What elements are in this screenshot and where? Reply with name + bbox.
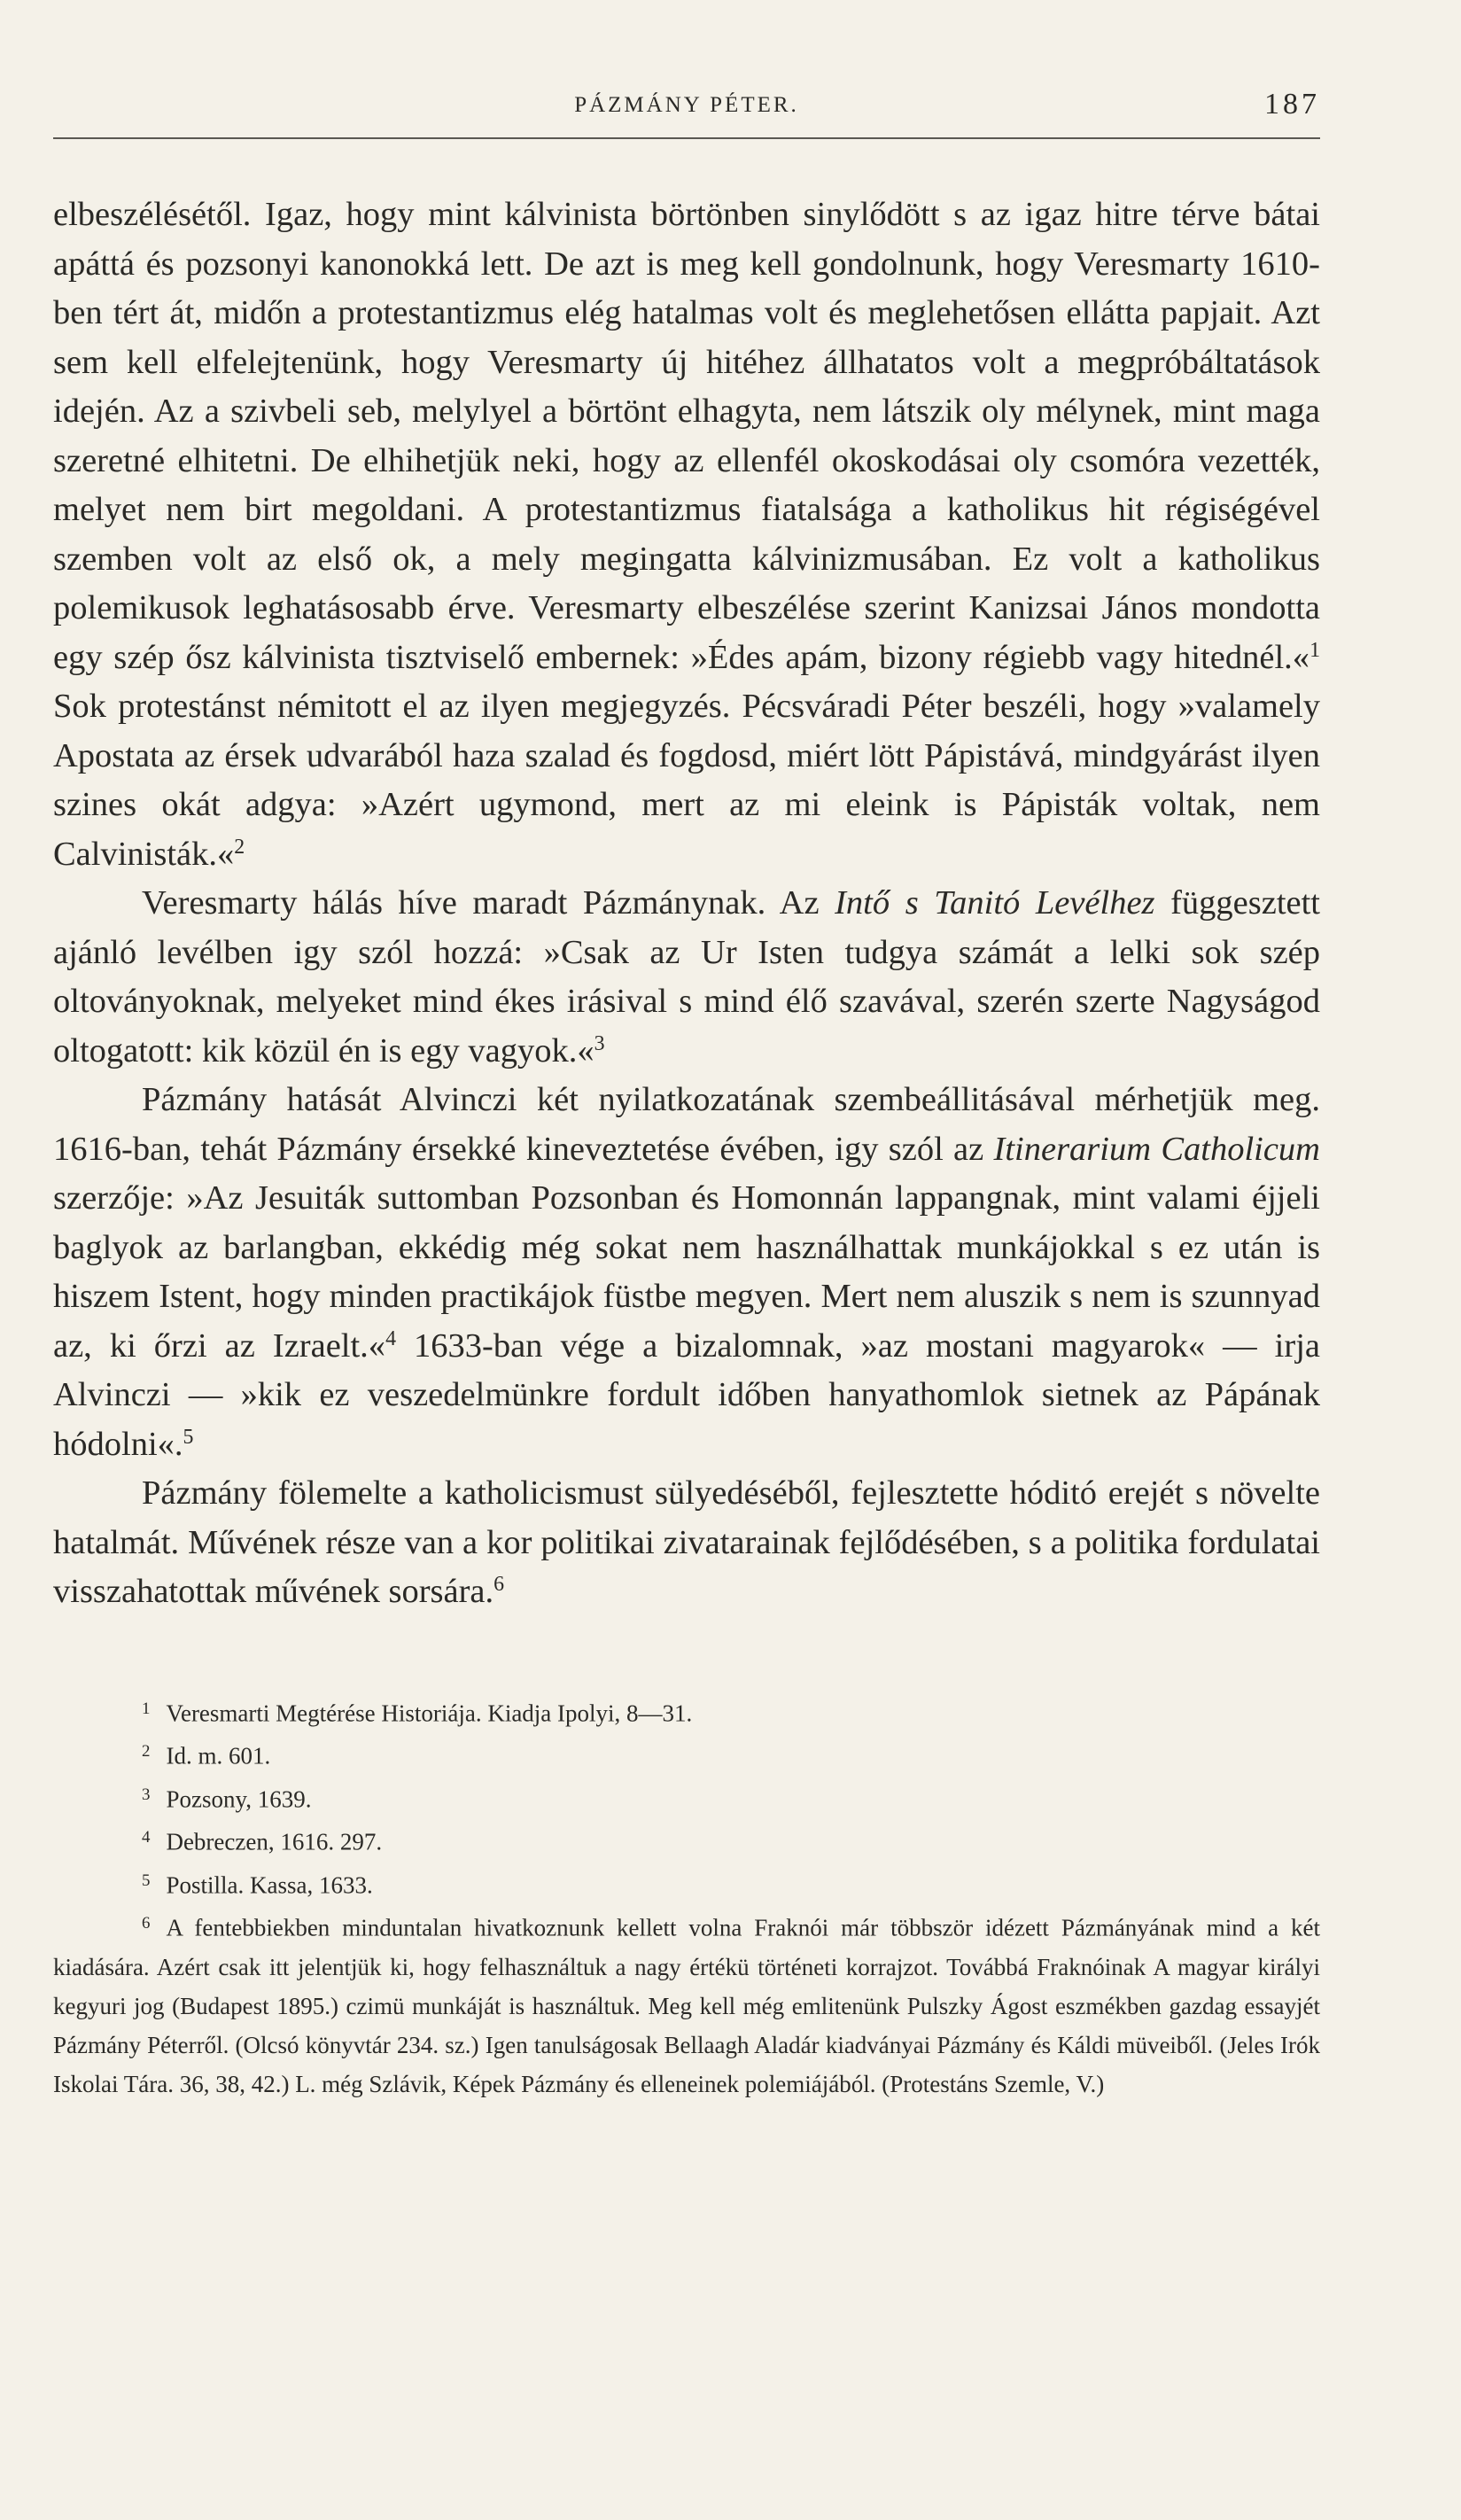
footnote-3-mark: 3 [142,1785,151,1804]
paragraph-3-text-b: szerzője: »Az Jesuiták suttomban Pozsonban és Homonnán lappangnak, mint valami éjjeli baglyok az barlangban, ekkédig még sokat nem használhattak munkájokkal s ez után is hiszem Istent, hogy minden practikájok füstbe megyen. Mert nem aluszik s nem is szunnyad az, ki őrzi az Izraelt.« [53,1179,1320,1365]
footnote-ref-3: 3 [594,1031,605,1055]
footnote-6-text: A fentebbiekben minduntalan hivatkoznunk kellett volna Fraknói már többször idézett Pázmányának mind a két kiadására. Azért csak itt jelentjük ki, hogy felhasználtuk a nagy értékü történeti korrajzot. Továbbá Fraknóinak A magyar királyi kegyuri jog (Budapest 1895.) czimü munkáját is használtuk. Meg kell még emlitenünk Pulszky Ágost eszmékben gazdag essayjét Pázmány Péterről. (Olcsó könyvtár 234. sz.) Igen tanulságosak Bellaagh Aladár kiadványai Pázmány és Káldi müveiből. (Jeles Irók Iskolai Tára. 36, 38, 42.) L. még Szlávik, Képek Pázmány és elleneinek polemiájából. (Protestáns Szemle, V.) [53,1914,1320,2097]
paragraph-2-text-a: Veresmarty hálás híve maradt Pázmánynak. Az [142,884,835,922]
running-header [53,84,1320,139]
footnote-4-text: Debreczen, 1616. 297. [166,1828,383,1855]
paragraph-4 [53,1469,1320,1617]
footnote-3 [53,1776,1320,1819]
footnote-ref-4: 4 [385,1326,396,1350]
footnote-1 [53,1690,1320,1733]
footnote-ref-5: 5 [183,1425,194,1449]
footnote-5-mark: 5 [142,1871,151,1890]
footnote-ref-2: 2 [234,835,245,859]
footnote-6 [53,1904,1320,2104]
paragraph-1-text-b: Sok protestánst némitott el az ilyen megjegyzés. Pécsváradi Péter beszéli, hogy »valamely Apostata az érsek udvarából haza szalad és fogdosd, miért lött Pápistává, mindgyárást ilyen szines okát adgya: »Azért ugymond, mert az mi eleink is Pápisták voltak, nem Calvinisták.« [53,688,1320,873]
page-number: 187 [1264,88,1320,121]
paragraph-2 [53,879,1320,1076]
footnotes [53,1690,1320,2104]
footnote-5 [53,1862,1320,1905]
paragraph-3-title: Itinerarium Catholicum [993,1130,1320,1168]
paragraph-1 [53,191,1320,879]
paragraph-3-text-c: 1633-ban vége a bizalomnak, »az mostani magyarok« — irja Alvinczi — »kik ez veszedelmünkre fordult időben hanyathomlok sietnek az Pápának hódolni«. [53,1326,1320,1463]
footnote-1-text: Veresmarti Megtérése Historiája. Kiadja Ipolyi, 8—31. [166,1699,693,1726]
body-text [53,191,1320,1617]
footnote-6-mark: 6 [142,1914,151,1933]
footnote-4-mark: 4 [142,1828,151,1847]
running-title: PÁZMÁNY PÉTER. [574,93,799,117]
paragraph-4-text-a: Pázmány fölemelte a katholicismust sülyedéséből, fejlesztette hóditó erejét s növelte hatalmát. Művének része van a kor politikai zivatarainak fejlődésében, s a politika fordulatai visszahatottak művének sorsára. [53,1474,1320,1610]
paragraph-2-text-b: függesztett ajánló levélben igy szól hozzá: »Csak az Ur Isten tudgya számát a lelki sok szép oltoványoknak, melyeket mind ékes irásival s mind élő szavával, szerén szerte Nagyságod oltogatott: kik közül én is egy vagyok.« [53,884,1321,1069]
footnote-3-text: Pozsony, 1639. [166,1785,312,1812]
paragraph-3 [53,1076,1320,1469]
footnote-ref-1: 1 [1309,638,1320,662]
book-page [53,84,1320,2104]
footnote-5-text: Postilla. Kassa, 1633. [166,1871,373,1898]
paragraph-2-title: Intő s Tanitó Levélhez [835,884,1155,922]
footnote-2-mark: 2 [142,1742,151,1761]
paragraph-1-text-a: elbeszélésétől. Igaz, hogy mint kálvinista börtönben sinylődött s az igaz hitre térve bátai apáttá és pozsonyi kanonokká lett. De azt is meg kell gondolnunk, hogy Veresmarty 1610-ben tért át, midőn a protestantizmus elég hatalmas volt és meglehetősen ellátta papjait. Azt sem kell elfelejtenünk, hogy Veresmarty új hitéhez állhatatos volt a megpróbáltatások idején. Az a szivbeli seb, melylyel a börtönt elhagyta, nem látszik oly mélynek, mint maga szeretné elhitetni. De elhihetjük neki, hogy az ellenfél okoskodásai oly csomóra vezették, melyet nem birt megoldani. A protestantizmus fiatalsága a katholikus hit régiségével szemben volt az első ok, a mely megingatta kálvinizmusában. Ez volt a katholikus polemikusok leghatásosabb érve. Veresmarty elbeszélése szerint Kanizsai János mondotta egy szép ősz kálvinista tisztviselő embernek: »Édes apám, bizony régiebb vagy hitednél.« [53,196,1320,676]
footnote-ref-6: 6 [493,1572,505,1596]
footnote-2 [53,1732,1320,1776]
footnote-1-mark: 1 [142,1699,151,1718]
footnote-4 [53,1818,1320,1862]
footnote-2-text: Id. m. 601. [166,1742,271,1769]
paragraph-3-text-a: Pázmány hatását Alvinczi két nyilatkozatának szembeállitásával mérhetjük meg. 1616-ban, tehát Pázmány érsekké kineveztetése évében, igy szól az [53,1081,1320,1168]
